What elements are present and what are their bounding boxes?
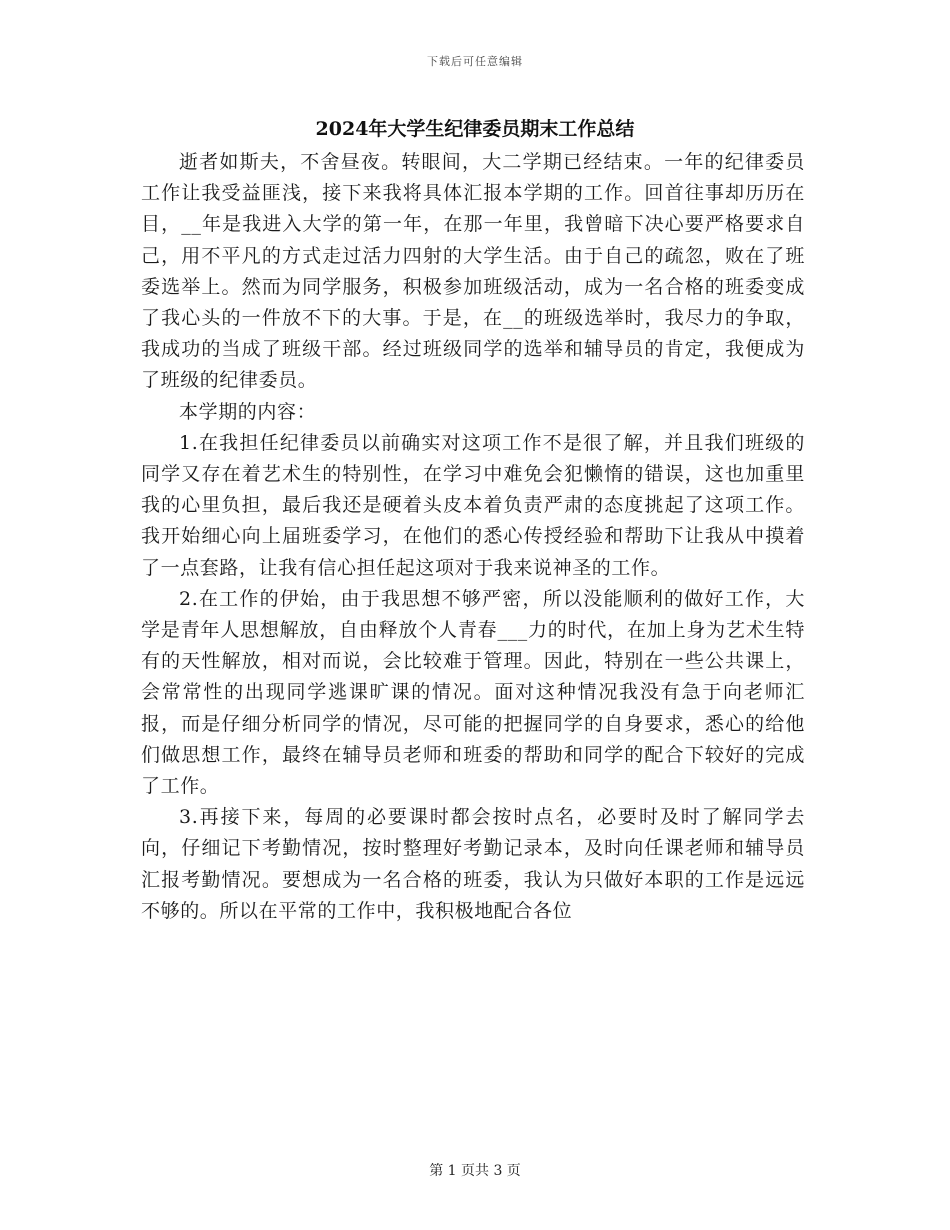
body-paragraph-item-3: 3.再接下来，每周的必要课时都会按时点名，必要时及时了解同学去向，仔细记下考勤情况，按时整理好考勤记录本，及时向任课老师和辅导员汇报考勤情况。要想成为一名合格的班委，我认为只做好本职的工作是远远不够的。所以在平常的工作中，我积极地配合各位 xyxy=(141,806,805,922)
document-body xyxy=(141,147,805,927)
body-paragraph-item-2: 2.在工作的伊始，由于我思想不够严密，所以没能顺利的做好工作，大学是青年人思想解放，自由释放个人青春___力的时代，在加上身为艺术生特有的天性解放，相对而说，会比较难于管理。因此，特别在一些公共课上，会常常性的出现同学逃课旷课的情况。面对这种情况我没有急于向老师汇报，而是仔细分析同学的情况，尽可能的把握同学的自身要求，悉心的给他们做思想工作，最终在辅导员老师和班委的帮助和同学的配合下较好的完成了工作。 xyxy=(141,587,805,798)
body-paragraph-item-1: 1.在我担任纪律委员以前确实对这项工作不是很了解，并且我们班级的同学又存在着艺术生的特别性，在学习中难免会犯懒惰的错误，这也加重里我的心里负担，最后我还是硬着头皮本着负责严肃的态度挑起了这项工作。我开始细心向上届班委学习，在他们的悉心传授经验和帮助下让我从中摸着了一点套路，让我有信心担任起这项对于我来说神圣的工作。 xyxy=(141,431,805,579)
body-paragraph-intro: 逝者如斯夫，不舍昼夜。转眼间，大二学期已经结束。一年的纪律委员工作让我受益匪浅，接下来我将具体汇报本学期的工作。回首往事却历历在目，__年是我进入大学的第一年，在那一年里，我曾暗下决心要严格要求自己，用不平凡的方式走过活力四射的大学生活。由于自己的疏忽，败在了班委选举上。然而为同学服务，积极参加班级活动，成为一名合格的班委变成了我心头的一件放不下的大事。于是，在__的班级选举时，我尽力的争取，我成功的当成了班级干部。经过班级同学的选举和辅导员的肯定，我便成为了班级的纪律委员。 xyxy=(141,151,805,392)
body-paragraph-section-heading: 本学期的内容： xyxy=(179,400,317,423)
document-title: 2024年大学生纪律委员期末工作总结 xyxy=(315,118,635,140)
page-number-footer: 第 1 页共 3 页 xyxy=(429,1163,521,1179)
page-header-note: 下载后可任意编辑 xyxy=(427,55,523,68)
